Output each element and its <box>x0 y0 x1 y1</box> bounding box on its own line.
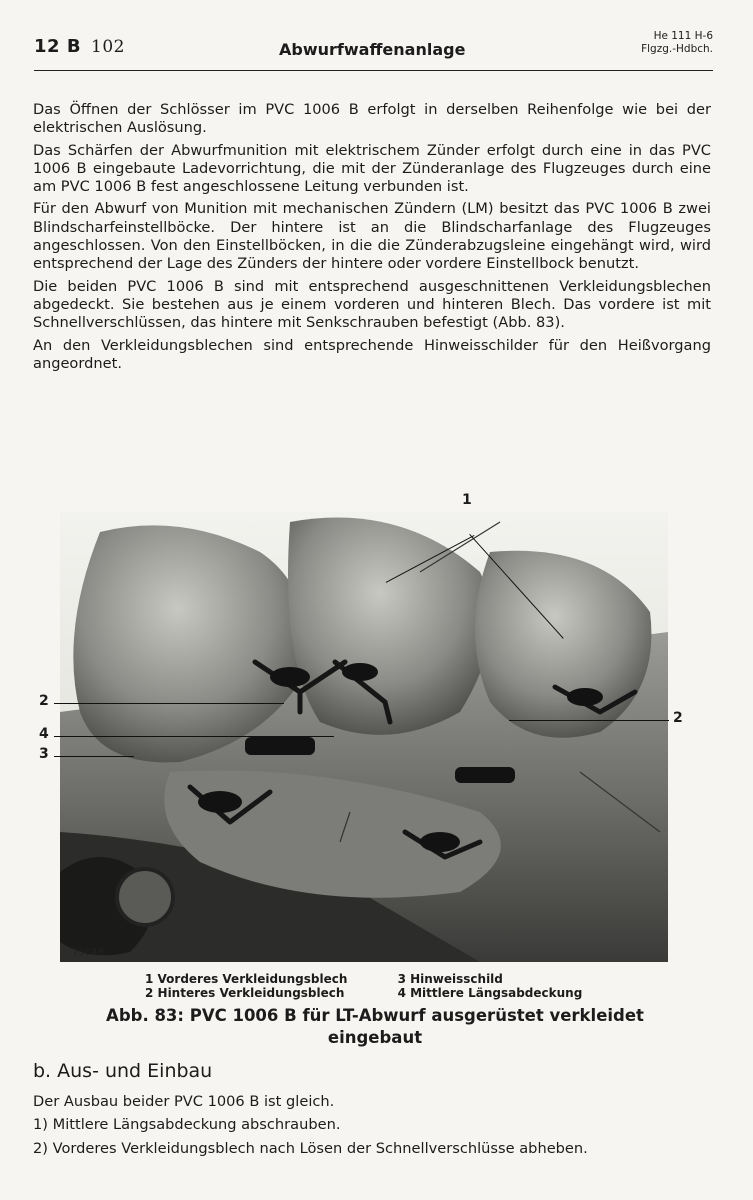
callout-2-right: 2 <box>673 710 683 726</box>
paragraph: Der Ausbau beider PVC 1006 B ist gleich. <box>33 1093 335 1110</box>
photo-pvc-1006b-installed <box>60 512 668 962</box>
callout-1: 1 <box>462 492 472 508</box>
page-number: 102 <box>91 37 125 57</box>
list-item: 2) Vorderes Verkleidungsblech nach Lösen der Schnellverschlüsse abheben. <box>33 1139 588 1157</box>
legend-item: 4 Mittlere Längsabdeckung <box>397 986 583 1000</box>
document-reference <box>641 30 713 56</box>
callout-2-right-leader <box>509 720 669 721</box>
callout-3-leader <box>54 756 134 757</box>
photo-number: 75048 <box>72 947 104 958</box>
figure-caption-line: eingebaut <box>327 1028 423 1047</box>
callout-4: 4 <box>39 726 49 742</box>
paragraph: An den Verkleidungsblechen sind entsprechende Hinweisschilder für den Heißvorgang angeordnet. <box>33 336 711 372</box>
paragraph: Das Öffnen der Schlösser im PVC 1006 B erfolgt in derselben Reihenfolge wie bei der elektrischen Auslösung. <box>33 101 711 137</box>
callout-3: 3 <box>39 746 49 762</box>
section-body <box>33 1093 711 1163</box>
callout-2-left-leader <box>54 703 284 704</box>
list-item: 1) Mittlere Längsabdeckung abschrauben. <box>33 1116 341 1134</box>
paragraph: Für den Abwurf von Munition mit mechanischen Zündern (LM) besitzt das PVC 1006 B zwei Blindscharfeinstellböcke. Der hintere ist an die Blindscharfanlage des Flugzeuges angeschlossen. Von den Einstellböcken, in die die Zünderabzugsleine eingehängt wird, wird entsprechend der Lage des Zünders der hintere oder vordere Einstellbock benutzt. <box>33 200 711 273</box>
figure-legend <box>145 972 582 1000</box>
figure-caption <box>60 1005 690 1049</box>
legend-item: 2 Hinteres Verkleidungsblech <box>145 986 345 1000</box>
document-reference-aircraft: He 111 H-6 <box>653 30 713 42</box>
chapter-label: 12 B <box>34 36 82 57</box>
callout-4-leader <box>54 736 334 737</box>
legend-column-2 <box>398 972 583 1000</box>
header-rule <box>34 70 713 71</box>
callout-2-left: 2 <box>39 693 49 709</box>
figure-caption-line: Abb. 83: PVC 1006 B für LT-Abwurf ausgerüstet verkleidet <box>106 1006 644 1025</box>
page-header <box>34 28 713 72</box>
paragraph: Das Schärfen der Abwurfmunition mit elektrischem Zünder erfolgt durch eine in das PVC 1006 B eingebaute Ladevorrichtung, die mit der Zünderanlage des Flugzeuges durch eine am PVC 1006 B fest angeschlossene Leitung verbunden ist. <box>33 141 711 196</box>
figure-83 <box>34 490 734 975</box>
section-heading: b. Aus- und Einbau <box>33 1060 213 1082</box>
page-title: Abwurfwaffenanlage <box>279 40 466 59</box>
legend-item: 3 Hinweisschild <box>397 972 503 986</box>
chapter-page-label <box>34 36 125 57</box>
paragraph: Die beiden PVC 1006 B sind mit entsprechend ausgeschnittenen Verkleidungsblechen abgedeckt. Sie bestehen aus je einem vorderen und hinteren Blech. Das vordere ist mit Schnellverschlüssen, das hintere mit Senkschrauben befestigt (Abb. 83). <box>33 277 711 332</box>
body-text <box>33 101 711 377</box>
photo-illustration <box>60 512 668 962</box>
document-reference-manual: Flgzg.-Hdbch. <box>641 43 713 55</box>
legend-column-1 <box>145 972 347 1000</box>
legend-item: 1 Vorderes Verkleidungsblech <box>145 972 348 986</box>
